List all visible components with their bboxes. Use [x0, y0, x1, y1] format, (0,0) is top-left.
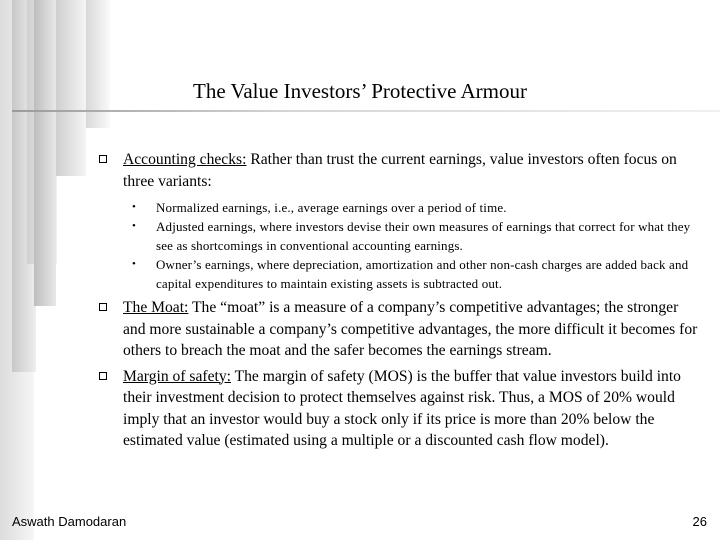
title-divider — [12, 110, 720, 112]
square-bullet-icon — [99, 372, 107, 380]
sub-bullet-adjusted — [123, 217, 704, 255]
footer-author: Aswath Damodaran — [12, 514, 127, 529]
bullet-list — [98, 149, 704, 452]
bullet-text: The margin of safety (MOS) is the buffer that value investors build into their investment decision to protect themselves against risk. Thus, a MOS of 20% would imply that an investor would buy a stock only if its price is more than 20% below the estimated value (estimated using a multiple or a discounted cash flow model). — [123, 367, 681, 449]
sub-bullet-list — [123, 198, 704, 293]
bullet-heading: Margin of safety: — [123, 367, 231, 385]
square-bullet-icon — [99, 303, 107, 311]
decorative-bar — [56, 0, 86, 176]
dot-bullet-icon: • — [132, 220, 137, 232]
bullet-moat — [98, 297, 704, 362]
bullet-heading: The Moat: — [123, 299, 189, 316]
decorative-bar — [86, 0, 110, 128]
page-number: 26 — [692, 514, 707, 529]
sub-bullet-owners — [123, 255, 704, 293]
sub-bullet-text: Adjusted earnings, where investors devise their own measures of earnings that correct for what they see as shortcomings in conventional accounting earnings. — [156, 219, 691, 253]
dot-bullet-icon: • — [132, 258, 137, 270]
bullet-margin-of-safety — [98, 366, 704, 452]
decorative-bar — [34, 0, 56, 306]
sub-bullet-normalized — [123, 198, 704, 217]
bullet-accounting-checks — [98, 149, 704, 192]
sub-bullet-text: Owner’s earnings, where depreciation, amortization and other non-cash charges are added back and capital expenditures to maintain existing assets is subtracted out. — [156, 257, 689, 291]
dot-bullet-icon: • — [132, 201, 137, 213]
sub-bullet-text: Normalized earnings, i.e., average earnings over a period of time. — [156, 200, 507, 215]
bullet-text: The “moat” is a measure of a company’s competitive advantages; the stronger and more sustainable a company’s competitive advantages, the more difficult it becomes for others to breach the moat and the safer becomes the earnings stream. — [123, 299, 698, 359]
bullet-text: Rather than trust the current earnings, value investors often focus on three variants: — [123, 151, 677, 190]
slide-title: The Value Investors’ Protective Armour — [193, 79, 527, 103]
bullet-heading: Accounting checks: — [123, 151, 247, 168]
square-bullet-icon — [99, 155, 107, 163]
